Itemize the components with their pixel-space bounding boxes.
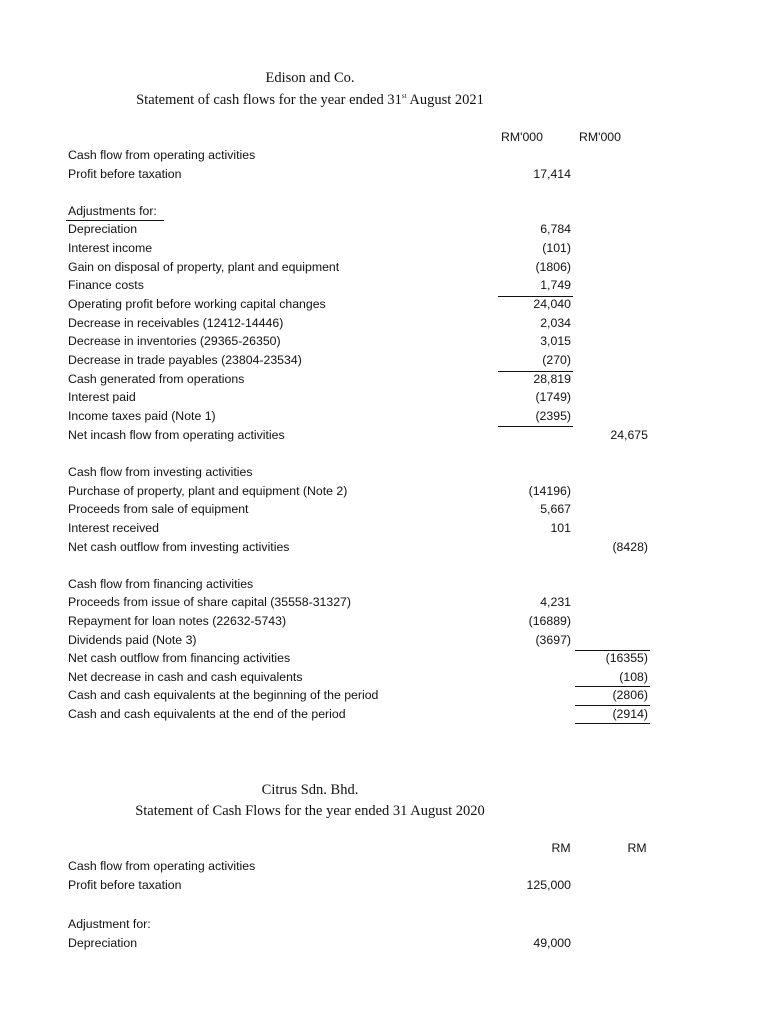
column-header: RM'000: [501, 130, 543, 144]
amount-col1: 3,015: [540, 334, 571, 348]
row-label: Interest received: [68, 521, 159, 535]
amount-col1: (1749): [535, 390, 571, 404]
amount-col1: (270): [542, 353, 571, 367]
column-header: RM: [627, 841, 647, 855]
statement-row: [0, 614, 768, 632]
subtotal-rule: [575, 686, 650, 687]
row-label: Cash flow from financing activities: [68, 577, 254, 591]
statement-row: [0, 577, 768, 595]
row-label: Purchase of property, plant and equipment (Note 2): [68, 484, 348, 498]
statement-row: [0, 222, 768, 240]
row-label: Adjustment for:: [68, 917, 151, 931]
row-label: Cash and cash equivalents at the end of the period: [68, 707, 346, 721]
statement-row: [0, 409, 768, 427]
statement-row: [0, 633, 768, 651]
statement-row: [0, 521, 768, 539]
statement-row: [0, 278, 768, 296]
row-label: Operating profit before working capital changes: [68, 297, 326, 311]
row-label: Gain on disposal of property, plant and equipment: [68, 260, 340, 274]
column-header-row: [0, 130, 768, 148]
subtotal-rule: [575, 705, 650, 706]
row-label: Net incash flow from operating activities: [68, 428, 285, 442]
row-label: Decrease in inventories (29365-26350): [68, 334, 281, 348]
row-label: Depreciation: [68, 936, 138, 950]
row-label: Repayment for loan notes (22632-5743): [68, 614, 287, 628]
row-label: Decrease in trade payables (23804-23534): [68, 353, 302, 367]
amount-col1: (3697): [535, 633, 571, 647]
amount-col1: (1806): [535, 260, 571, 274]
statement-row: [0, 707, 768, 725]
statement-row: [0, 859, 768, 877]
statement-row: [0, 595, 768, 613]
row-label: Cash generated from operations: [68, 372, 245, 386]
amount-col1: (2395): [535, 409, 571, 423]
company-name: Edison and Co.: [265, 70, 355, 86]
company-name: Citrus Sdn. Bhd.: [261, 782, 359, 798]
subtotal-rule: [498, 296, 573, 297]
statement-row: [0, 484, 768, 502]
statement-row: [0, 878, 768, 896]
amount-col1: 2,034: [540, 316, 571, 330]
row-label: Proceeds from sale of equipment: [68, 502, 249, 516]
row-label: Interest paid: [68, 390, 136, 404]
row-label: Depreciation: [68, 222, 138, 236]
row-label: Cash flow from investing activities: [68, 465, 253, 479]
row-label: Decrease in receivables (12412-14446): [68, 316, 284, 330]
amount-col1: (14196): [528, 484, 571, 498]
statement-row: [0, 241, 768, 259]
amount-col1: 17,414: [533, 167, 571, 181]
amount-col2: (108): [619, 670, 648, 684]
amount-col2: (8428): [612, 540, 648, 554]
statement-row: [0, 465, 768, 483]
amount-col2: (16355): [605, 651, 648, 665]
amount-col2: (2806): [612, 688, 648, 702]
statement-row: [0, 372, 768, 390]
amount-col1: 5,667: [540, 502, 571, 516]
amount-col1: (101): [542, 241, 571, 255]
statement-title: Statement of Cash Flows for the year ended 31 August 2020: [135, 803, 485, 819]
column-header: RM'000: [579, 130, 621, 144]
subtotal-rule: [498, 371, 573, 372]
subtotal-rule: [498, 426, 573, 427]
row-label: Interest income: [68, 241, 153, 255]
amount-col1: 49,000: [533, 936, 571, 950]
amount-col1: (16889): [528, 614, 571, 628]
statement-row: [0, 688, 768, 706]
statement-row: [0, 917, 768, 935]
row-label: Net decrease in cash and cash equivalents: [68, 670, 303, 684]
statement-title: [0, 92, 620, 109]
statement-title-text: Statement of cash flows for the year ended 31: [136, 92, 402, 108]
statement-row: [0, 353, 768, 371]
amount-col1: 4,231: [540, 595, 571, 609]
statement-row: [0, 260, 768, 278]
statement-row: [0, 540, 768, 558]
row-label: Net cash outflow from investing activities: [68, 540, 290, 554]
statement-row: [0, 936, 768, 954]
row-label: Finance costs: [68, 278, 144, 292]
amount-col1: 28,819: [533, 372, 571, 386]
row-label: Profit before taxation: [68, 878, 182, 892]
statement-row: [0, 316, 768, 334]
total-rule: [575, 723, 650, 724]
amount-col1: 1,749: [540, 278, 571, 292]
adjustments-underline: [66, 220, 164, 221]
amount-col1: 125,000: [526, 878, 571, 892]
title-superscript: st: [401, 92, 407, 101]
subtotal-rule: [575, 650, 650, 651]
row-label: Dividends paid (Note 3): [68, 633, 197, 647]
statement-row: [0, 334, 768, 352]
statement-row: [0, 167, 768, 185]
row-label: Cash flow from operating activities: [68, 859, 256, 873]
column-header-row: [0, 841, 768, 859]
statement-title-end: August 2021: [409, 92, 484, 108]
row-label: Adjustments for:: [68, 204, 157, 218]
statement-row: [0, 390, 768, 408]
row-label: Cash flow from operating activities: [68, 148, 256, 162]
row-label: Income taxes paid (Note 1): [68, 409, 216, 423]
statement-row: [0, 670, 768, 688]
column-header: RM: [551, 841, 571, 855]
row-label: Cash and cash equivalents at the beginning of the period: [68, 688, 379, 702]
statement-row: [0, 428, 768, 446]
amount-col2: (2914): [612, 707, 648, 721]
statement-row: [0, 651, 768, 669]
amount-col1: 101: [550, 521, 571, 535]
statement-row: [0, 148, 768, 166]
amount-col1: 24,040: [533, 297, 571, 311]
row-label: Net cash outflow from financing activities: [68, 651, 291, 665]
statement-row: [0, 297, 768, 315]
amount-col2: 24,675: [610, 428, 648, 442]
row-label: Proceeds from issue of share capital (35558-31327): [68, 595, 351, 609]
row-label: Profit before taxation: [68, 167, 182, 181]
statement-row: [0, 502, 768, 520]
amount-col1: 6,784: [540, 222, 571, 236]
